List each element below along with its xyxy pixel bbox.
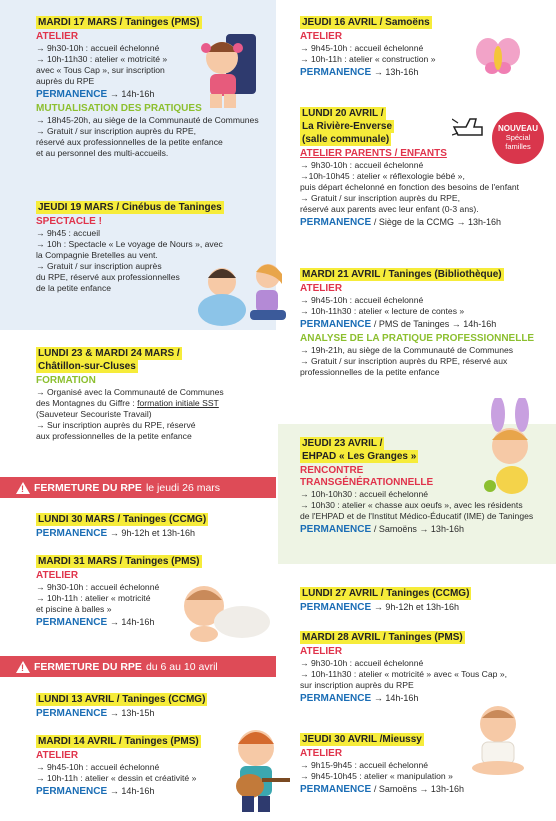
detail-line: → Sur inscription auprès du RPE, réservé (36, 420, 196, 430)
detail-line: → 9h30-10h : accueil échelonné (36, 43, 160, 53)
event-title: MARDI 21 AVRIL / Taninges (Bibliothèque) (302, 269, 502, 280)
detail-line: → 9h30-10h : accueil échelonné (300, 658, 424, 668)
warning-icon (16, 661, 30, 673)
detail-line: → 10h-10h30 : accueil échelonné (300, 489, 429, 499)
detail-line: → 9h45-10h : accueil échelonné (300, 43, 424, 53)
bunny-ears-child-illustration (470, 398, 550, 498)
category-label: SPECTACLE ! (36, 216, 102, 227)
event-title: LUNDI 30 MARS / Taninges (CCMG) (38, 514, 207, 525)
detail-line: de l'EHPAD et de l'Institut Médico-Éducatif (IME) de Taninges (300, 511, 534, 521)
detail-line: → 9h45-10h : accueil échelonné (36, 762, 160, 772)
detail-line: →10h-10h45 : atelier « réflexologie bébé », (300, 171, 465, 181)
category-label: TRANSGÉNÉRATIONNELLE (300, 477, 434, 488)
permanence-line: PERMANENCE → 9h-12h et 13h-16h (300, 602, 459, 613)
category-label: FORMATION (36, 375, 96, 386)
event-lundi-13-avril (36, 693, 272, 720)
warning-icon (16, 482, 30, 494)
closure-banner: ! FERMETURE DU RPE le jeudi 26 mars (0, 477, 276, 498)
category-label: RENCONTRE (300, 465, 364, 476)
event-mardi-28-avril (300, 631, 550, 705)
boy-with-guitar-illustration (220, 720, 292, 816)
permanence-line: PERMANENCE → 14h-16h (36, 786, 155, 797)
detail-line: → 10h-11h30 : atelier « lecture de contes » (300, 306, 465, 316)
detail-line: → 9h45-10h : accueil échelonné (300, 295, 424, 305)
detail-line: → 10h-11h : atelier « motricité (36, 593, 151, 603)
kids-sitting-illustration (194, 258, 292, 330)
permanence-line: PERMANENCE → 14h-16h (36, 617, 155, 628)
category-label: ATELIER (36, 570, 79, 581)
event-title: LUNDI 13 AVRIL / Taninges (CCMG) (38, 694, 206, 705)
detail-line: puis départ échelonné en fonction des besoins de l'enfant (300, 182, 520, 192)
detail-line: → 9h30-10h : accueil échelonné (36, 582, 160, 592)
category-label: MUTUALISATION DES PRATIQUES (36, 103, 202, 114)
detail-line: des Montagnes du Giffre : formation initiale SST (36, 398, 219, 408)
detail-line: → 10h-11h30 : atelier « motricité » avec « Tous Cap », (300, 669, 507, 679)
detail-line: et piscine à balles » (36, 604, 112, 614)
new-badge: NOUVEAU Spécial familles (492, 112, 544, 164)
crawling-baby-illustration (172, 582, 274, 646)
event-title: Châtillon-sur-Cluses (38, 361, 136, 372)
baby-sitting-illustration (462, 700, 542, 776)
event-title: MARDI 28 AVRIL / Taninges (PMS) (302, 632, 463, 643)
event-23-24-mars (36, 347, 272, 442)
permanence-line: PERMANENCE / Samoëns → 13h-16h (300, 524, 464, 535)
event-title: JEUDI 30 AVRIL /Mieussy (302, 734, 422, 745)
detail-line: → 9h45 : accueil (36, 228, 101, 238)
detail-line: et au personnel des multi-accueils. (36, 148, 169, 158)
closure-banner: ! FERMETURE DU RPE du 6 au 10 avril (0, 656, 276, 677)
permanence-line: PERMANENCE → 14h-16h (300, 693, 419, 704)
detail-line: auprès du RPE (36, 76, 95, 86)
permanence-line: PERMANENCE / Samoëns → 13h-16h (300, 784, 464, 795)
permanence-line: PERMANENCE → 14h-16h (36, 89, 155, 100)
event-title: MARDI 17 MARS / Taninges (PMS) (38, 17, 200, 28)
permanence-line: PERMANENCE / PMS de Taninges → 14h-16h (300, 319, 497, 330)
butterfly-illustration (474, 36, 522, 76)
detail-line: professionnelles de la petite enfance (300, 367, 440, 377)
detail-line: → 18h45-20h, au siège de la Communauté de Communes (36, 115, 259, 125)
event-title: LUNDI 27 AVRIL / Taninges (CCMG) (302, 588, 470, 599)
event-title: LUNDI 23 & MARDI 24 MARS / (38, 348, 180, 359)
permanence-line: PERMANENCE → 13h-15h (36, 708, 155, 719)
detail-line: réservé aux parents avec leur enfant (0-3 ans). (300, 204, 479, 214)
permanence-line: PERMANENCE → 9h-12h et 13h-16h (36, 528, 195, 539)
detail-line: → Gratuit / sur inscription auprès (36, 261, 162, 271)
event-title: MARDI 31 MARS / Taninges (PMS) (38, 556, 200, 567)
event-title: EHPAD « Les Granges » (302, 451, 417, 462)
category-label: ATELIER PARENTS / ENFANTS (300, 148, 447, 159)
category-label: ATELIER (36, 750, 79, 761)
detail-line: de la petite enfance (36, 283, 112, 293)
permanence-line: PERMANENCE → 13h-16h (300, 67, 419, 78)
detail-line: la Compagnie Bretelles au vent. (36, 250, 158, 260)
detail-line: (Sauveteur Secouriste Travail) (36, 409, 152, 419)
category-label: ATELIER (300, 748, 343, 759)
category-label: ATELIER (300, 283, 343, 294)
event-mardi-21-avril (300, 268, 550, 378)
toddler-on-chair-illustration (196, 30, 264, 114)
detail-line: sur inscription auprès du RPE (300, 680, 414, 690)
detail-line: réservé aux professionnelles de la petite enfance (36, 137, 223, 147)
detail-line: → 10h30 : atelier « chasse aux oeufs », avec les résidents (300, 500, 523, 510)
event-title: MARDI 14 AVRIL / Taninges (PMS) (38, 736, 199, 747)
detail-line: → 10h-11h : atelier « construction » (300, 54, 436, 64)
detail-line: → Organisé avec la Communauté de Communes (36, 387, 224, 397)
detail-line: → 10h : Spectacle « Le voyage de Nours », avec (36, 239, 223, 249)
event-lundi-27-avril (300, 587, 550, 614)
event-title: JEUDI 16 AVRIL / Samoëns (302, 17, 430, 28)
detail-line: → Gratuit / sur inscription auprès du RPE, (300, 193, 461, 203)
category-label: ATELIER (36, 31, 79, 42)
event-title: JEUDI 23 AVRIL / (302, 438, 383, 449)
pointing-hand-icon (452, 113, 486, 143)
event-title: (salle communale) (302, 134, 390, 145)
event-lundi-30-mars (36, 513, 272, 540)
detail-line: du RPE, réservé aux professionnelles (36, 272, 180, 282)
detail-line: → 9h15-9h45 : accueil échelonné (300, 760, 429, 770)
detail-line: → 10h-11h30 : atelier « motricité » (36, 54, 168, 64)
detail-line: → 19h-21h, au siège de la Communauté de Communes (300, 345, 514, 355)
category-label: ATELIER (300, 31, 343, 42)
detail-line: → 9h45-10h45 : atelier « manipulation » (300, 771, 453, 781)
detail-line: → 9h30-10h : accueil échelonné (300, 160, 424, 170)
event-title: La Rivière-Enverse (302, 121, 393, 132)
permanence-line: PERMANENCE / Siège de la CCMG → 13h-16h (300, 217, 501, 228)
event-title: LUNDI 20 AVRIL / (302, 108, 384, 119)
detail-line: → Gratuit / sur inscription auprès du RPE, réservé aux (300, 356, 508, 366)
detail-line: → Gratuit / sur inscription auprès du RPE, (36, 126, 197, 136)
detail-line: → 10h-11h : atelier « dessin et créativité » (36, 773, 197, 783)
event-title: JEUDI 19 MARS / Cinébus de Taninges (38, 202, 222, 213)
detail-line: aux professionnelles de la petite enfance (36, 431, 192, 441)
detail-line: avec « Tous Cap », sur inscription (36, 65, 165, 75)
category-label: ATELIER (300, 646, 343, 657)
category-label: ANALYSE DE LA PRATIQUE PROFESSIONNELLE (300, 333, 535, 344)
